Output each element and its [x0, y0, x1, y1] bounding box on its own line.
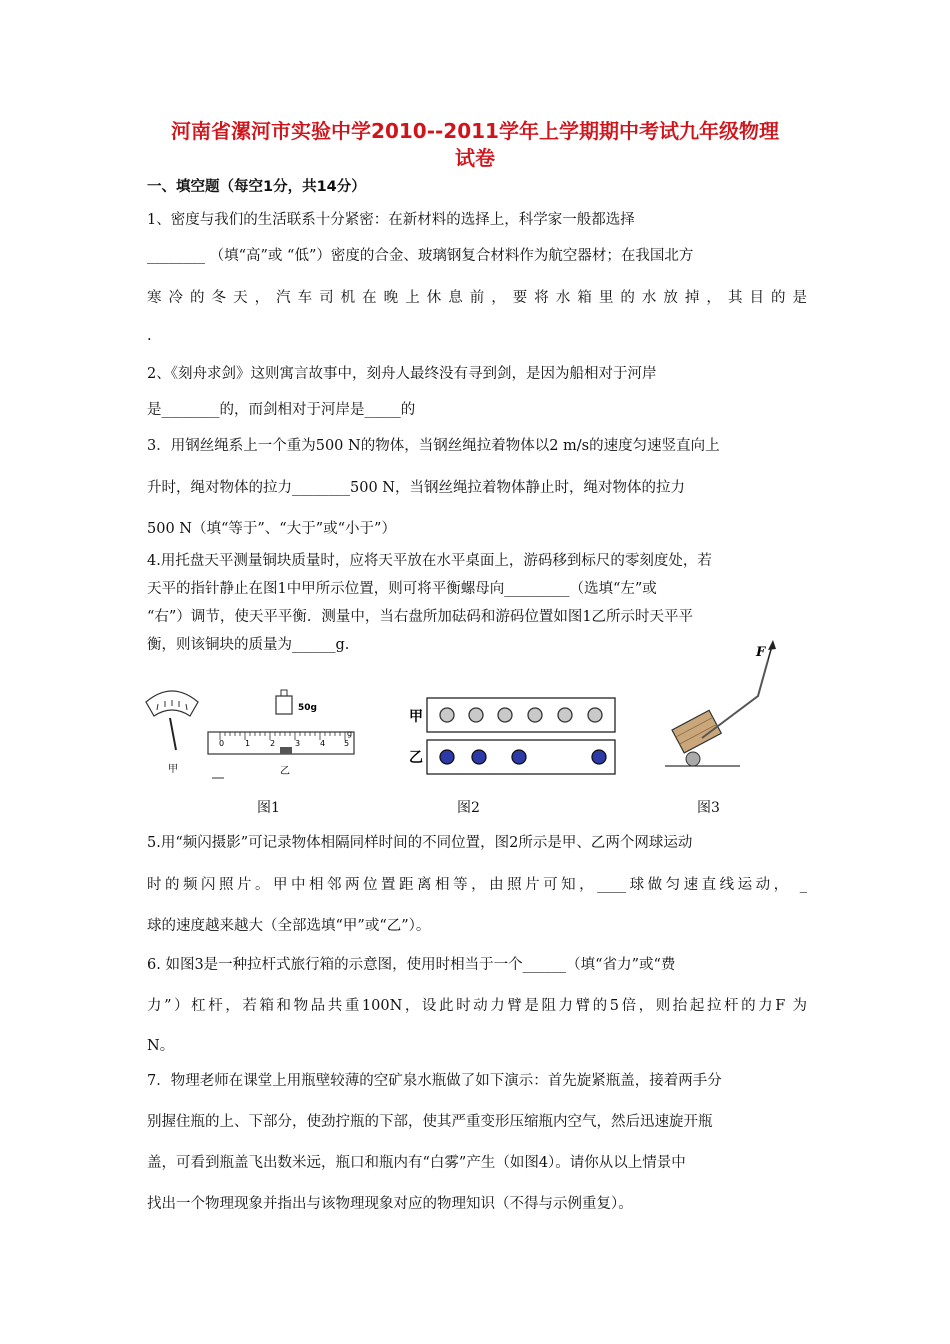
figure-2-tennis-balls: [405, 692, 620, 780]
q6-line-3: N。: [147, 1038, 175, 1054]
q4-line-3: “右”）调节，使天平平衡．测量中，当右盘所加砝码和游码位置如图1乙所示时天平平: [147, 609, 694, 625]
balance-pointer: [170, 718, 176, 750]
scale-ticks: [220, 732, 345, 740]
weight-label: 50g: [298, 703, 317, 713]
fig1-jia-label: 甲: [168, 764, 178, 775]
q1-line-1: 1、密度与我们的生活联系十分紧密：在新材料的选择上，科学家一般都选择: [147, 212, 635, 228]
luggage-wheel: [686, 752, 700, 766]
q3-line-1: 3．用钢丝绳系上一个重为500 N的物体，当钢丝绳拉着物体以2 m/s的速度匀速竖直向上: [147, 438, 720, 454]
row1-balls: [440, 708, 602, 722]
q1-line-4: .: [147, 328, 152, 344]
q7-line-3: 盖，可看到瓶盖飞出数米远，瓶口和瓶内有“白雾”产生（如图4）。请你从以上情景中: [147, 1155, 686, 1171]
tick-2: 2: [270, 739, 276, 748]
figure-1-caption: 图1: [257, 800, 280, 816]
force-label: F: [756, 645, 766, 660]
dial-ticks: [157, 700, 187, 710]
tennis-ball: [440, 750, 454, 764]
tick-3: 3: [295, 739, 301, 748]
tick-5: 5: [344, 739, 350, 748]
figure-3-luggage: [660, 638, 790, 773]
fig2-row2-label: 乙: [409, 750, 423, 766]
fig1-yi-label: 乙: [280, 766, 290, 777]
tennis-ball: [588, 708, 602, 722]
scale-unit: g: [347, 729, 353, 738]
q4-line-1: 4.用托盘天平测量铜块质量时，应将天平放在水平桌面上，游码移到标尺的零刻度处，若: [147, 553, 712, 569]
q2-line-2: 是________的，而剑相对于河岸是_____的: [147, 402, 416, 418]
section-heading: 一、填空题（每空1分，共14分）: [147, 179, 366, 195]
figure-2-caption: 图2: [457, 800, 480, 816]
q6-line-2: 力”）杠杆，若箱和物品共重100N，设此时动力臂是阻力臂的5倍，则抬起拉杆的力F 为: [147, 998, 807, 1014]
tennis-ball: [528, 708, 542, 722]
title-line-2: 试卷: [455, 146, 495, 170]
q3-line-2: 升时，绳对物体的拉力________500 N，当钢丝绳拉着物体静止时，绳对物体的拉力: [147, 480, 685, 496]
q5-line-1: 5.用“频闪摄影”可记录物体相隔同样时间的不同位置，图2所示是甲、乙两个网球运动: [147, 835, 693, 851]
tennis-ball: [469, 708, 483, 722]
fig2-row1-label: 甲: [409, 709, 423, 725]
q4-line-2: 天平的指针静止在图1中甲所示位置，则可将平衡螺母向_________（选填“左”或: [147, 581, 657, 597]
q3-line-3: 500 N（填“等于”、“大于”或“小于”）: [147, 521, 396, 537]
tennis-ball: [512, 750, 526, 764]
q1-line-3: 寒冷的冬天，汽车司机在晚上休息前，要将水箱里的水放掉，其目的是: [147, 290, 807, 306]
tick-0: 0: [219, 739, 225, 748]
row2-balls: [440, 750, 606, 764]
tick-4: 4: [320, 739, 326, 748]
weight-50g: [276, 696, 292, 714]
tennis-ball: [472, 750, 486, 764]
tennis-ball: [558, 708, 572, 722]
q6-line-1: 6. 如图3是一种拉杆式旅行箱的示意图，使用时相当于一个______（填“省力”或“费: [147, 957, 676, 973]
tennis-ball: [440, 708, 454, 722]
exam-title: [125, 118, 825, 172]
tennis-ball: [592, 750, 606, 764]
title-line-1: 河南省漯河市实验中学2010--2011学年上学期期中考试九年级物理: [171, 119, 779, 143]
figure-3-caption: 图3: [697, 800, 720, 816]
q7-line-4: 找出一个物理现象并指出与该物理现象对应的物理知识（不得与示例重复）。: [147, 1196, 633, 1212]
q7-line-1: 7．物理老师在课堂上用瓶壁较薄的空矿泉水瓶做了如下演示：首先旋紧瓶盖，接着两手分: [147, 1073, 722, 1089]
q2-line-1: 2、《刻舟求剑》这则寓言故事中，刻舟人最终没有寻到剑，是因为船相对于河岸: [147, 366, 657, 382]
q7-line-2: 别握住瓶的上、下部分，使劲拧瓶的下部，使其严重变形压缩瓶内空气，然后迅速旋开瓶: [147, 1114, 713, 1130]
fig2-row1-frame: [427, 698, 615, 732]
q5-line-3: 球的速度越来越大（全部选填“甲”或“乙”）。: [147, 918, 431, 934]
q1-line-2: ________ （填“高”或 “低”）密度的合金、玻璃钢复合材料作为航空器材；在我国北方: [147, 248, 694, 264]
q5-line-2: 时的频闪照片。甲中相邻两位置距离相等，由照片可知，____球做匀速直线运动， _: [147, 877, 807, 893]
rider: [280, 747, 292, 754]
tennis-ball: [498, 708, 512, 722]
luggage-box: [672, 710, 721, 753]
q4-line-4: 衡，则该铜块的质量为______g.: [147, 637, 350, 653]
tick-1: 1: [245, 739, 251, 748]
figure-1-balance: [140, 682, 370, 782]
